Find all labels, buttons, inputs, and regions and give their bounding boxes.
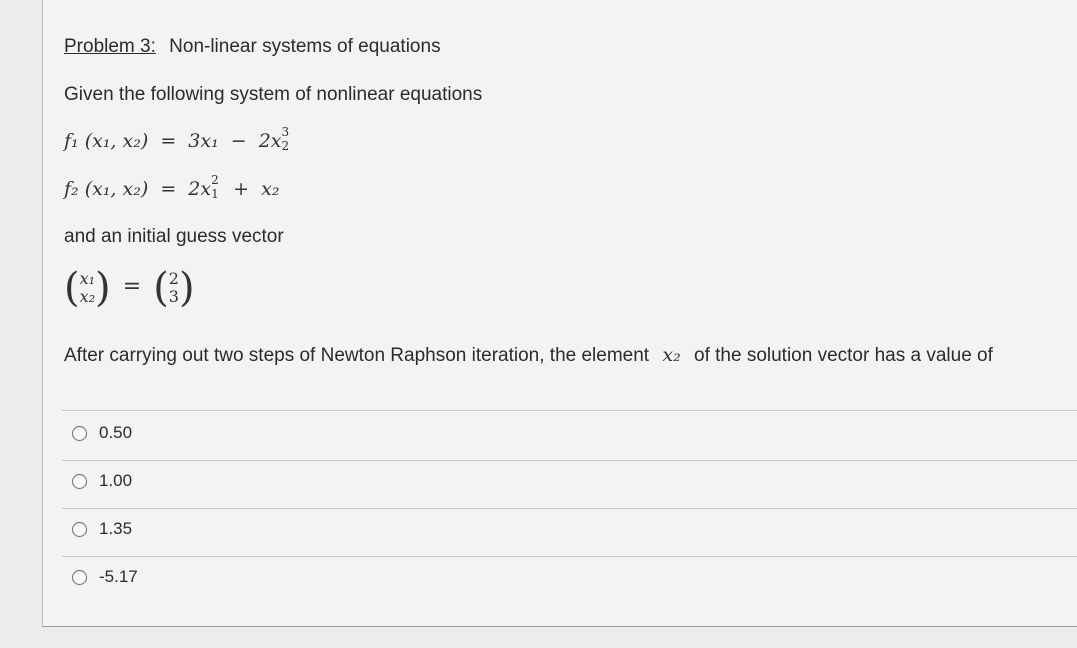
guess-symbol-2: x₂	[79, 287, 96, 306]
problem-heading	[64, 36, 441, 58]
option-label: -5.17	[99, 567, 138, 586]
question-after: of the solution vector has a value of	[694, 345, 993, 366]
guess-value-1: 2	[168, 269, 179, 288]
question-before: After carrying out two steps of Newton Raphson iteration, the element	[64, 345, 650, 366]
divider	[62, 508, 1077, 509]
equation-f1-lhs: f₁ (x₁, x₂)	[64, 130, 149, 152]
radio-circle-icon[interactable]	[72, 570, 87, 585]
problem-label: Problem 3:	[64, 36, 156, 57]
radio-circle-icon[interactable]	[72, 474, 87, 489]
guess-symbols	[80, 270, 95, 306]
option-3[interactable]	[72, 519, 132, 539]
equation-f1: f₁ (x₁, x₂) = 3x₁ − 2x 3 2	[64, 125, 290, 153]
radio-circle-icon[interactable]	[72, 426, 87, 441]
guess-values	[169, 270, 179, 306]
option-4[interactable]	[72, 567, 138, 587]
equation-f2: f₂ (x₁, x₂) = 2x 2 1 + x₂	[64, 173, 280, 201]
divider	[62, 460, 1077, 461]
equation-f1-term2: 2x	[258, 130, 282, 152]
option-label: 1.00	[99, 471, 133, 490]
intro-text: Given the following system of nonlinear equations	[64, 84, 483, 105]
problem-title: Non-linear systems of equations	[169, 36, 441, 57]
initial-guess-vector: ( x₁ x₂ ) = ( 2 3 )	[64, 265, 195, 311]
option-label: 0.50	[99, 423, 133, 442]
option-label: 1.35	[99, 519, 133, 538]
equation-f2-term1: 2x	[188, 178, 212, 200]
equation-f2-term2: x₂	[261, 178, 280, 200]
option-2[interactable]	[72, 471, 132, 491]
guess-value-2: 3	[168, 287, 179, 306]
divider	[62, 410, 1077, 411]
divider	[62, 556, 1077, 557]
guess-symbol-1: x₁	[79, 269, 96, 288]
question-text	[64, 344, 993, 367]
option-1[interactable]	[72, 423, 132, 443]
equation-f1-term1: 3x₁	[188, 130, 219, 152]
radio-circle-icon[interactable]	[72, 522, 87, 537]
equation-f2-lhs: f₂ (x₁, x₂)	[64, 178, 149, 200]
guess-text: and an initial guess vector	[64, 226, 284, 247]
question-symbol: x₂	[662, 344, 681, 366]
